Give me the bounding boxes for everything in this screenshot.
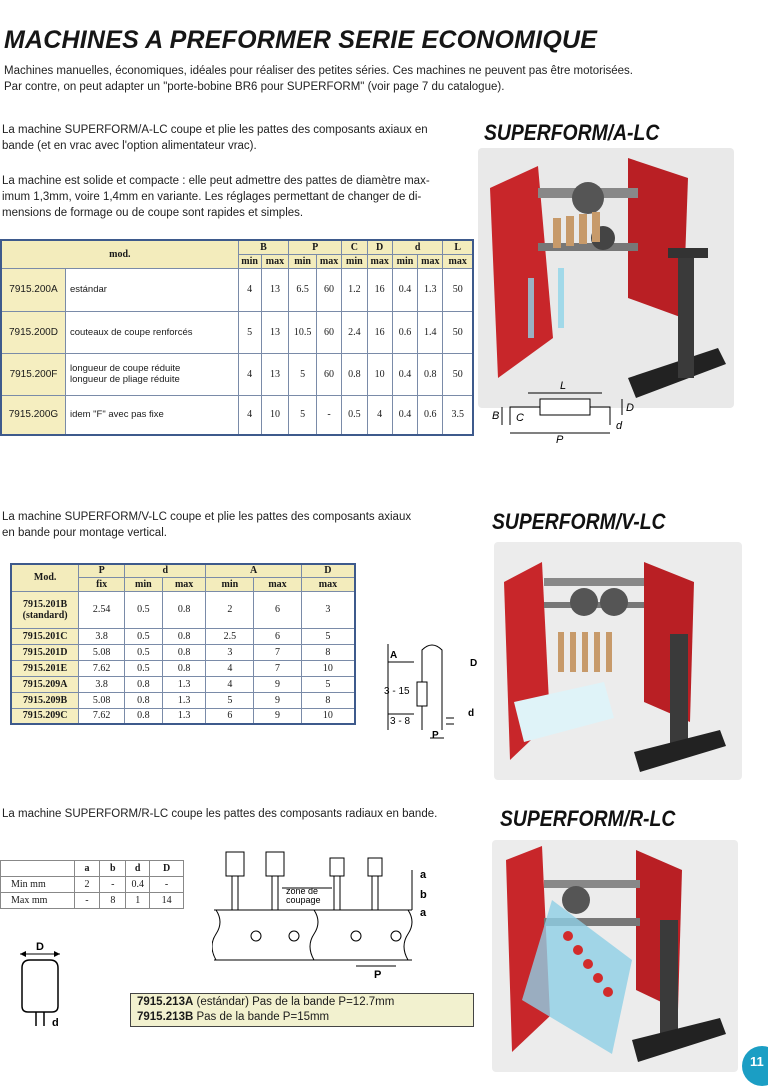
intro-line: Par contre, on peut adapter un "porte-bobine BR6 pour SUPERFORM" (voir page 7 du catalogue).: [4, 81, 505, 93]
table-row: 7915.200A estándar 4 13 6.5 60 1.2 16 0.4 1.3 50: [1, 268, 473, 311]
a-lc-table-wrap: [0, 239, 474, 436]
r-lc-options-box: [130, 993, 474, 1027]
zone-label-2: coupage: [286, 895, 321, 905]
label-b: b: [420, 889, 427, 901]
table-row: 7915.200G idem "F" avec pas fixe 4 10 5 - 0.5 4 0.4 0.6 3.5: [1, 395, 473, 435]
r-lc-heading: SUPERFORM/R-LC: [500, 806, 676, 831]
sub-header: min: [392, 254, 417, 268]
sub-header: max: [301, 577, 355, 591]
label-B: B: [492, 410, 500, 422]
r-lc-table-wrap: [0, 860, 184, 909]
table-row: 7915.201E 7.62 0.5 0.8 4 7 10: [11, 660, 355, 676]
col-group-C: C: [342, 240, 367, 254]
col-group-L: L: [443, 240, 473, 254]
v-lc-heading: SUPERFORM/V-LC: [492, 509, 666, 534]
label-D: D: [626, 402, 634, 414]
intro-line: Machines manuelles, économiques, idéales pour réaliser des petites séries. Ces machines ne peuvent pas être motorisées.: [4, 65, 633, 77]
label-d: d: [616, 420, 623, 432]
sub-header: fix: [79, 577, 125, 591]
table-row: 7915.209C 7.62 0.8 1.3 6 9 10: [11, 708, 355, 724]
sub-header: max: [443, 254, 473, 268]
intro-text: [4, 63, 764, 95]
col-group-D: D: [301, 564, 355, 577]
sub-header: min: [206, 577, 254, 591]
v-lc-spec-table: [10, 563, 356, 725]
label-a-bottom: a: [420, 907, 427, 919]
table-row: 7915.200D couteaux de coupe renforcés 5 13 10.5 60 2.4 16 0.6 1.4 50: [1, 311, 473, 353]
label-range-3-15: 3 - 15: [384, 686, 410, 697]
r-lc-description: La machine SUPERFORM/R-LC coupe les pattes des composants radiaux en bande.: [2, 808, 438, 820]
sub-header: max: [418, 254, 443, 268]
col-group-B: B: [238, 240, 289, 254]
table-row: Max mm - 8 1 14: [1, 893, 184, 909]
a-lc-heading: SUPERFORM/A-LC: [484, 120, 660, 145]
col-group-D: D: [367, 240, 392, 254]
table-row: 7915.209A 3.8 0.8 1.3 4 9 5: [11, 676, 355, 692]
col-group-P: P: [289, 240, 342, 254]
label-d: d: [468, 708, 475, 719]
a-lc-details: La machine est solide et compacte : elle peut admettre des pattes de diamètre max- imum 1,3mm, voire 1,4mm en variante. Les réglages permettant de changer de di- mensions de formage ou de coupe sont rapides et simples.: [2, 175, 430, 219]
sub-header: max: [162, 577, 206, 591]
table-row: 7915.209B 5.08 0.8 1.3 5 9 8: [11, 692, 355, 708]
sub-header: min: [289, 254, 317, 268]
table-row: 7915.200F longueur de coupe réduite longueur de pliage réduite 4 13 5 60 0.8 10 0.4 0.8 50: [1, 353, 473, 395]
a-lc-machine-photo: [478, 148, 734, 408]
col-group-d: d: [392, 240, 443, 254]
table-header-row: a b d D: [1, 861, 184, 877]
a-lc-dimension-diagram: [490, 375, 640, 445]
sub-header: max: [261, 254, 289, 268]
col-group-d: d: [124, 564, 206, 577]
zone-label-1: zone de: [286, 886, 319, 896]
label-D: D: [36, 941, 44, 953]
v-lc-table-wrap: [10, 563, 356, 725]
sub-header: max: [367, 254, 392, 268]
label-L: L: [560, 380, 567, 392]
sub-header: min: [124, 577, 162, 591]
label-A: A: [390, 650, 398, 661]
v-lc-machine-photo: [494, 542, 742, 780]
table-row: 7915.201B (standard) 2.54 0.5 0.8 2 6 3: [11, 591, 355, 628]
r-lc-spec-table: [0, 860, 184, 909]
v-lc-description: La machine SUPERFORM/V-LC coupe et plie les pattes des composants axiaux en bande pour montage vertical.: [2, 511, 412, 539]
page-title: MACHINES A PREFORMER SERIE ECONOMIQUE: [4, 26, 598, 54]
table-row: Min mm 2 - 0.4 -: [1, 877, 184, 893]
label-P: P: [556, 434, 564, 445]
label-a-top: a: [420, 869, 427, 881]
sub-header: max: [316, 254, 341, 268]
label-d: d: [52, 1017, 59, 1029]
col-group-A: A: [206, 564, 301, 577]
a-lc-spec-table: [0, 239, 474, 436]
r-lc-tape-diagram: [212, 848, 438, 980]
v-lc-dimension-diagram: [380, 638, 490, 748]
label-P: P: [432, 730, 439, 741]
sub-header: min: [342, 254, 367, 268]
a-lc-description: La machine SUPERFORM/A-LC coupe et plie les pattes des composants axiaux en bande (et en vrac avec l'option alimentateur vrac).: [2, 124, 428, 152]
capacitor-diagram: [12, 938, 68, 1030]
label-P: P: [374, 969, 382, 980]
mod-header: Mod.: [11, 564, 79, 591]
sub-header: min: [238, 254, 261, 268]
option-line: 7915.213B Pas de la bande P=15mm: [137, 1011, 330, 1023]
option-line: 7915.213A (estándar) Pas de la bande P=12.7mm: [137, 996, 395, 1008]
table-row: 7915.201C 3.8 0.5 0.8 2.5 6 5: [11, 628, 355, 644]
label-C: C: [516, 412, 524, 424]
table-row: 7915.201D 5.08 0.5 0.8 3 7 8: [11, 644, 355, 660]
r-lc-machine-photo: [492, 840, 738, 1072]
mod-header: mod.: [1, 240, 238, 268]
label-range-3-8: 3 - 8: [390, 716, 411, 727]
label-D: D: [470, 658, 478, 669]
page-number-badge: 11: [742, 1046, 768, 1086]
sub-header: max: [254, 577, 302, 591]
col-group-P: P: [79, 564, 125, 577]
